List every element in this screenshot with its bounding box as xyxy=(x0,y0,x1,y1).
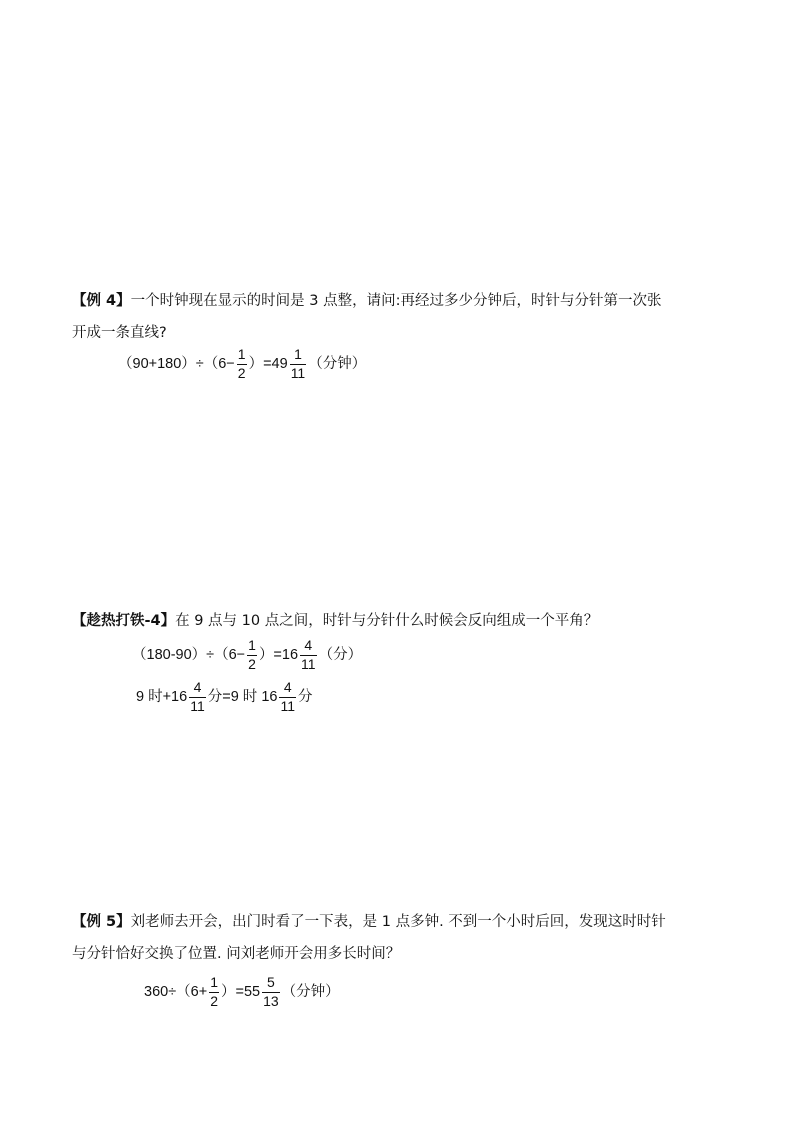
formula-text: 9 时+16 xyxy=(136,688,188,705)
fraction-denominator: 11 xyxy=(290,364,306,381)
formula-text: （分钟） xyxy=(281,983,340,1000)
formula-text: 分=9 时 16 xyxy=(207,688,278,705)
fraction-numerator: 1 xyxy=(237,346,247,365)
fraction-numerator: 5 xyxy=(262,974,280,993)
fraction-denominator: 2 xyxy=(248,655,256,672)
example5-question-line1 xyxy=(72,912,666,932)
formula-text: ）=49 xyxy=(248,355,288,372)
practice4-tag: 【趁热打铁-4】 xyxy=(72,613,176,629)
fraction xyxy=(247,637,257,673)
example4-tag: 【例 4】 xyxy=(72,293,131,309)
fraction-numerator: 1 xyxy=(290,346,307,365)
fraction-numerator: 4 xyxy=(189,679,206,698)
practice4-formula1 xyxy=(132,637,362,673)
fraction-denominator: 11 xyxy=(280,697,296,714)
fraction-numerator: 4 xyxy=(300,637,317,656)
fraction xyxy=(279,679,296,715)
formula-text: （180-90）÷（6− xyxy=(132,646,246,663)
fraction-denominator: 13 xyxy=(263,992,279,1009)
practice4-question-line1 xyxy=(72,611,598,631)
fraction-denominator: 2 xyxy=(237,364,246,381)
example4-question-line1 xyxy=(72,291,661,311)
example4-formula xyxy=(118,346,366,382)
fraction xyxy=(300,637,317,673)
formula-text: ）=55 xyxy=(220,983,261,1000)
example5-question-line2: 与分针恰好交换了位置. 问刘老师开会用多长时间？ xyxy=(72,946,401,962)
fraction-numerator: 1 xyxy=(209,974,219,993)
fraction-denominator: 11 xyxy=(301,655,316,672)
fraction xyxy=(290,346,307,382)
formula-text: 360÷（6+ xyxy=(144,983,208,1000)
fraction xyxy=(237,346,247,382)
example5-formula xyxy=(144,974,340,1010)
example5-tag: 【例 5】 xyxy=(72,914,131,930)
fraction-denominator: 11 xyxy=(190,697,205,714)
practice4-question-text1: 在 9 点与 10 点之间，时针与分针什么时候会反向组成一个平角？ xyxy=(175,613,599,629)
fraction xyxy=(262,974,280,1010)
formula-text: ）=16 xyxy=(258,646,299,663)
fraction-denominator: 2 xyxy=(210,992,218,1009)
fraction-numerator: 4 xyxy=(279,679,296,698)
fraction xyxy=(209,974,219,1010)
example5-question-text1: 刘老师去开会，出门时看了一下表，是 1 点多钟. 不到一个小时后回，发现这时时针 xyxy=(130,914,666,930)
example4-question-text1: 一个时钟现在显示的时间是 3 点整，请问:再经过多少分钟后，时针与分针第一次张 xyxy=(130,293,662,309)
formula-text: （90+180）÷（6− xyxy=(118,355,235,372)
formula-text: （分钟） xyxy=(308,355,367,372)
formula-text: （分） xyxy=(318,646,363,663)
formula-text: 分 xyxy=(298,688,313,705)
fraction xyxy=(189,679,206,715)
practice4-formula2 xyxy=(136,679,313,715)
fraction-numerator: 1 xyxy=(247,637,257,656)
example4-question-line2: 开成一条直线? xyxy=(72,325,167,341)
